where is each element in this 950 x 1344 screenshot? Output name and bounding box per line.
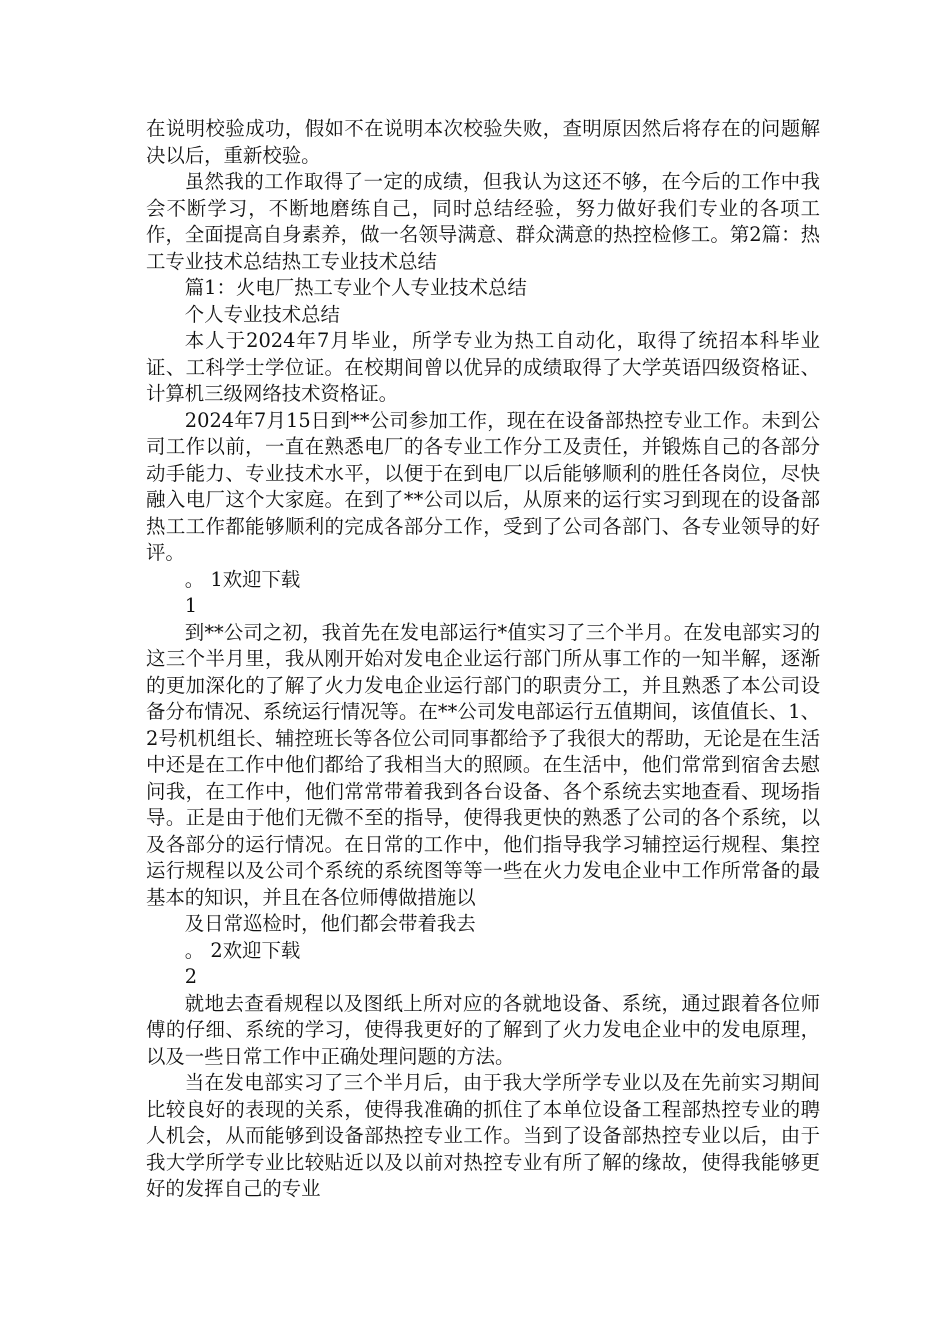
paragraph-onsite: 就地去查看规程以及图纸上所对应的各就地设备、系统，通过跟着各位师傅的仔细、系统的学习，使得我更好的了解到了火力发电企业中的发电原理，以及一些日常工作中正确处理问题的方法。 [146, 991, 820, 1068]
paragraph-transfer: 当在发电部实习了三个半月后，由于我大学所学专业以及在先前实习期间比较良好的表现的关系，使得我准确的抓住了本单位设备工程部热控专业的聘人机会，从而能够到设备部热控专业工作。当到了设备部热控专业以后，由于我大学所学专业比较贴近以及以前对热控专业有所了解的缘故，使得我能够更好的发挥自己的专业 [146, 1071, 820, 1200]
paragraph-education: 本人于2024年7月毕业，所学专业为热工自动化，取得了统招本科毕业证、工科学士学位证。在校期间曾以优异的成绩取得了大学英语四级资格证、计算机三级网络技术资格证。 [146, 329, 820, 405]
article-title: 篇1：火电厂热工专业个人专业技术总结 [184, 276, 527, 299]
download-note-2: 。 2欢迎下载 [184, 938, 301, 962]
paragraph-internship: 到**公司之初，我首先在发电部运行*值实习了三个半月。在发电部实习的这三个半月里，我从刚开始对发电企业运行部门所从事工作的一知半解，逐渐的更加深化的了解了火力发电企业运行部门的职责分工，并且熟悉了本公司设备分布情况、系统运行情况等。在**公司发电部运行五值期间，该值值长、1、2号机机组长、辅控班长等各位公司同事都给予了我很大的帮助，无论是在生活中还是在工作中他们都给了我相当大的照顾。在生活中，他们常常到宿舍去慰问我，在工作中，他们常常带着我到各台设备、各个系统去实地查看、现场指导。正是由于他们无微不至的指导，使得我更快的熟悉了公司的各个系统，以及各部分的运行情况。在日常的工作中，他们指导我学习辅控运行规程、集控运行规程以及公司个系统的系统图等等一些在火力发电企业中工作所常备的最基本的知识，并且在各位师傅做措施以 [146, 620, 820, 909]
paragraph-fragment: 及日常巡检时，他们都会带着我去 [184, 912, 476, 935]
page-number-1: 1 [184, 594, 198, 617]
download-note-1: 。 1欢迎下载 [184, 567, 301, 591]
section-heading: 个人专业技术总结 [184, 302, 340, 326]
page-number-2: 2 [184, 965, 198, 988]
paragraph-continuation: 在说明校验成功，假如不在说明本次校验失败，查明原因然后将存在的问题解决以后，重新校验。 [146, 117, 820, 167]
paragraph-conclusion: 虽然我的工作取得了一定的成绩，但我认为这还不够，在今后的工作中我会不断学习，不断地磨练自己，同时总结经验，努力做好我们专业的各项工作，全面提高自身素养，做一名领导满意、群众满意的热控检修工。第2篇：热工专业技术总结热工专业技术总结 [146, 170, 820, 273]
paragraph-employment: 2024年7月15日到**公司参加工作，现在在设备部热控专业工作。未到公司工作以前，一直在熟悉电厂的各专业工作分工及责任，并锻炼自己的各部分动手能力、专业技术水平，以便于在到电厂以后能够顺利的胜任各岗位，尽快融入电厂这个大家庭。在到了**公司以后，从原来的运行实习到现在的设备部热工工作都能够顺利的完成各部分工作，受到了公司各部门、各专业领导的好评。 [146, 408, 820, 564]
